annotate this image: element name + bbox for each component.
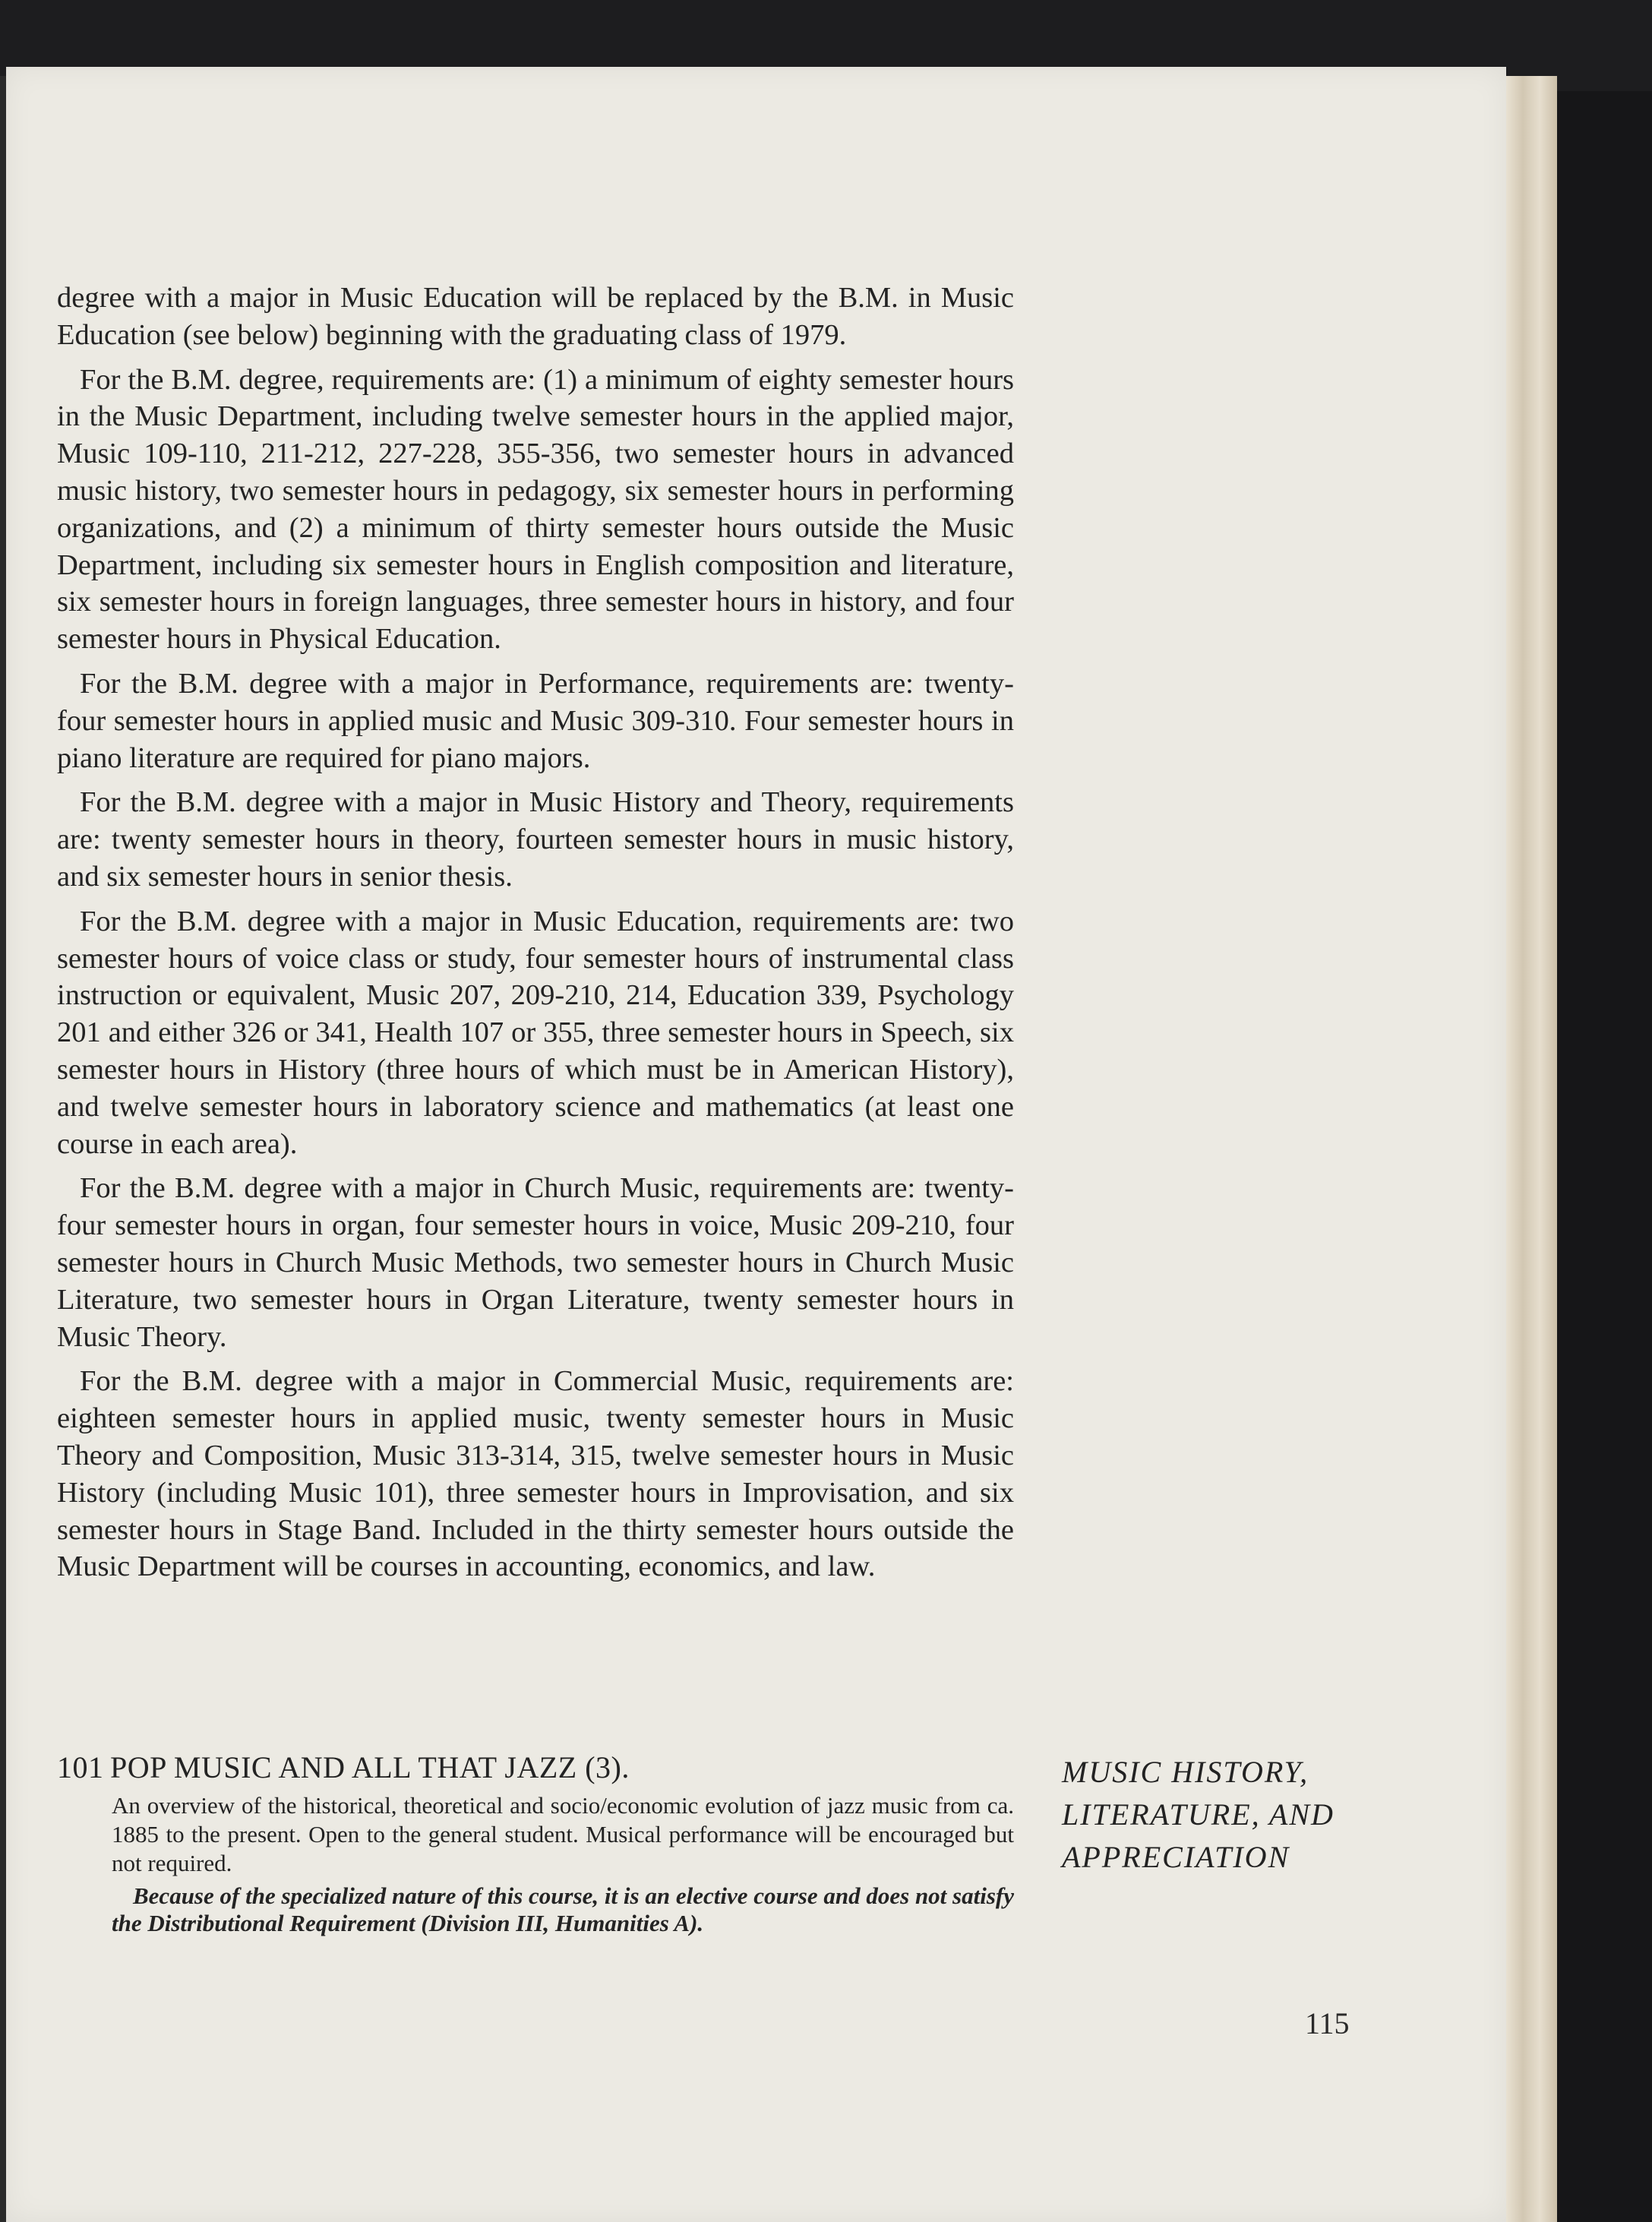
course-note: Because of the specialized nature of this course, it is an elective course and does not satisfy the Distributional Requirement (Division III, Humanities A). [112,1882,1014,1936]
paragraph-commercial-music: For the B.M. degree with a major in Commercial Music, requirements are: eighteen semester hours in applied music, twenty semester hours in Music Theory and Composition, Music 313-314, 315, twelve semester hours in Music History (including Music 101), three semester hours in Improvisation, and six semester hours in Stage Band. Included in the thirty semester hours outside the Music Department will be courses in accounting, economics, and law. [57,1365,1014,1583]
course-description: An overview of the historical, theoretical and socio/economic evolution of jazz music from ca. 1885 to the present. Open to the general student. Musical performance will be encouraged but not required. [112,1792,1014,1876]
requirements-text [57,280,1014,1593]
section-heading-line: APPRECIATION [1062,1840,1290,1874]
section-heading-line: LITERATURE, AND [1062,1797,1335,1832]
paragraph-performance: For the B.M. degree with a major in Performance, requirements are: twenty-four semester hours in applied music and Music 309-310. Four semester hours in piano literature are required for piano majors. [57,667,1014,774]
page-number: 115 [1305,2006,1350,2040]
section-heading [1062,1751,1426,1879]
course-title: POP MUSIC AND ALL THAT JAZZ (3). [110,1750,630,1784]
course-entry [57,1749,1014,1937]
paragraph-bm-degree: For the B.M. degree, requirements are: (1) a minimum of eighty semester hours in the Music Department, including twelve semester hours in the applied major, Music 109-110, 211-212, 227-228, 355-356, two semester hours in advanced music history, two semester hours in pedagogy, six semester hours in performing organizations, and (2) a minimum of thirty semester hours outside the Music Department, including six semester hours in English composition and literature, six semester hours in foreign languages, three semester hours in history, and four semester hours in Physical Education. [57,363,1014,656]
course-number: 101 [57,1750,104,1784]
paragraph-history-theory: For the B.M. degree with a major in Music History and Theory, requirements are: twenty semester hours in theory, fourteen semester hours in music history, and six semester hours in senior thesis. [57,786,1014,893]
course-heading [57,1749,1014,1787]
section-heading-line: MUSIC HISTORY, [1062,1755,1309,1789]
paragraph-music-education: For the B.M. degree with a major in Music Education, requirements are: two semester hours of voice class or study, four semester hours of instrumental class instruction or equivalent, Music 207, 209-210, 214, Education 339, Psychology 201 and either 326 or 341, Health 107 or 355, three semester hours in Speech, six semester hours in History (three hours of which must be in American History), and twelve semester hours in laboratory science and mathematics (at least one course in each area). [57,905,1014,1160]
paragraph-church-music: For the B.M. degree with a major in Church Music, requirements are: twenty-four semester hours in organ, four semester hours in voice, Music 209-210, four semester hours in Church Music Methods, two semester hours in Church Music Literature, two semester hours in Organ Literature, twenty semester hours in Music Theory. [57,1172,1014,1353]
paragraph-continuation: degree with a major in Music Education will be replaced by the B.M. in Music Education (see below) beginning with the graduating class of 1979. [57,282,1014,351]
background-shadow [1553,91,1652,2222]
